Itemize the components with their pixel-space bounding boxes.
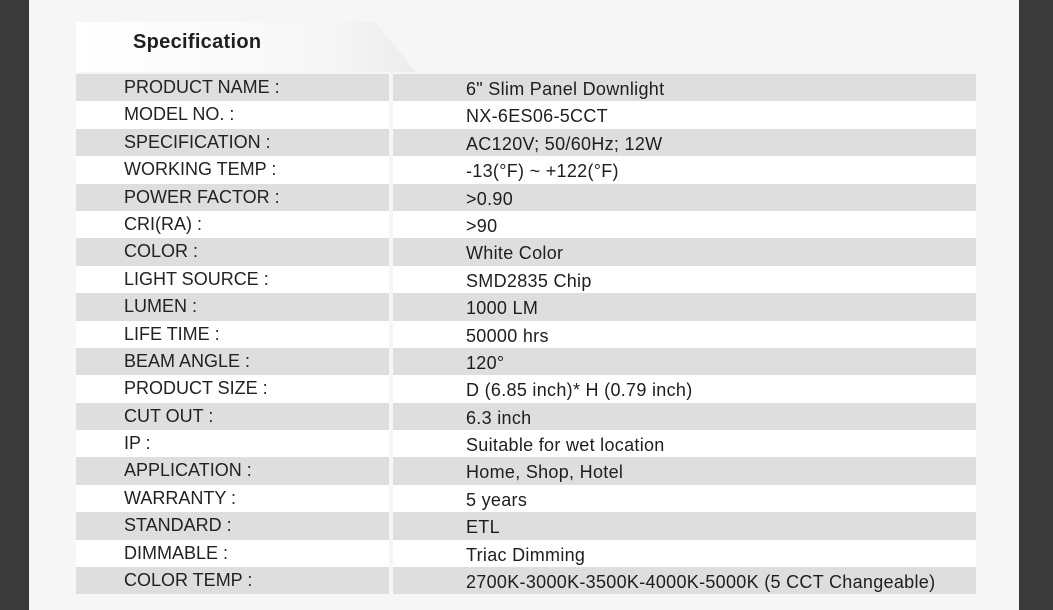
spec-key: WARRANTY : (124, 487, 237, 508)
spec-key: CUT OUT : (124, 405, 214, 426)
spec-value: 6.3 inch (466, 407, 532, 428)
spec-value: >0.90 (466, 188, 514, 209)
spec-key: IP : (124, 433, 151, 454)
column-divider (389, 293, 393, 320)
spec-key: POWER FACTOR : (124, 186, 280, 207)
column-divider (389, 321, 393, 348)
section-title: Specification (133, 31, 262, 53)
column-divider (389, 375, 393, 402)
spec-row (76, 567, 976, 594)
spec-table (76, 74, 976, 594)
spec-key: PRODUCT SIZE : (124, 378, 268, 399)
spec-row (76, 238, 976, 265)
column-divider (389, 129, 393, 156)
column-divider (389, 457, 393, 484)
spec-key: CRI(RA) : (124, 213, 202, 234)
spec-value: NX-6ES06-5CCT (466, 106, 608, 127)
spec-value: ETL (466, 517, 500, 538)
spec-key: LIGHT SOURCE : (124, 268, 269, 289)
spec-row (76, 457, 976, 484)
spec-row (76, 293, 976, 320)
spec-key: LIFE TIME : (124, 323, 220, 344)
spec-value: >90 (466, 215, 498, 236)
spec-value: Triac Dimming (466, 544, 586, 565)
spec-row (76, 430, 976, 457)
column-divider (389, 540, 393, 567)
column-divider (389, 485, 393, 512)
column-divider (389, 403, 393, 430)
spec-key: BEAM ANGLE : (124, 350, 251, 371)
spec-key: WORKING TEMP : (124, 159, 277, 180)
spec-key: MODEL NO. : (124, 104, 235, 125)
column-divider (389, 567, 393, 594)
spec-row (76, 129, 976, 156)
spec-value: 50000 hrs (466, 325, 549, 346)
column-divider (389, 238, 393, 265)
spec-row (76, 266, 976, 293)
spec-value: AC120V; 50/60Hz; 12W (466, 133, 663, 154)
column-divider (389, 266, 393, 293)
spec-key: COLOR : (124, 241, 199, 262)
spec-value: White Color (466, 243, 564, 264)
spec-key: PRODUCT NAME : (124, 77, 280, 97)
spec-row (76, 485, 976, 512)
column-divider (389, 348, 393, 375)
spec-row (76, 211, 976, 238)
spec-key: LUMEN : (124, 296, 198, 317)
spec-key: APPLICATION : (124, 460, 252, 481)
spec-value: 2700K-3000K-3500K-4000K-5000K (5 CCT Changeable) (466, 572, 936, 593)
column-divider (389, 512, 393, 539)
spec-row (76, 375, 976, 402)
spec-value: 5 years (466, 489, 528, 510)
spec-value: 1000 LM (466, 298, 539, 319)
spec-row (76, 101, 976, 128)
spec-value: Suitable for wet location (466, 435, 665, 456)
spec-row (76, 156, 976, 183)
spec-key: STANDARD : (124, 515, 232, 536)
spec-row (76, 540, 976, 567)
column-divider (389, 184, 393, 211)
spec-row (76, 321, 976, 348)
column-divider (389, 156, 393, 183)
spec-value: 6" Slim Panel Downlight (466, 79, 665, 99)
spec-row (76, 184, 976, 211)
spec-row (76, 348, 976, 375)
column-divider (389, 101, 393, 128)
spec-key: SPECIFICATION : (124, 131, 271, 152)
spec-value: 120° (466, 352, 505, 373)
spec-value: Home, Shop, Hotel (466, 462, 624, 483)
column-divider (389, 74, 393, 101)
spec-row (76, 74, 976, 101)
spec-value: D (6.85 inch)* H (0.79 inch) (466, 380, 693, 401)
spec-value: SMD2835 Chip (466, 270, 592, 291)
spec-key: DIMMABLE : (124, 542, 229, 563)
column-divider (389, 430, 393, 457)
spec-row (76, 512, 976, 539)
spec-row (76, 403, 976, 430)
spec-value: -13(°F) ~ +122(°F) (466, 161, 619, 182)
column-divider (389, 211, 393, 238)
spec-key: COLOR TEMP : (124, 570, 253, 591)
